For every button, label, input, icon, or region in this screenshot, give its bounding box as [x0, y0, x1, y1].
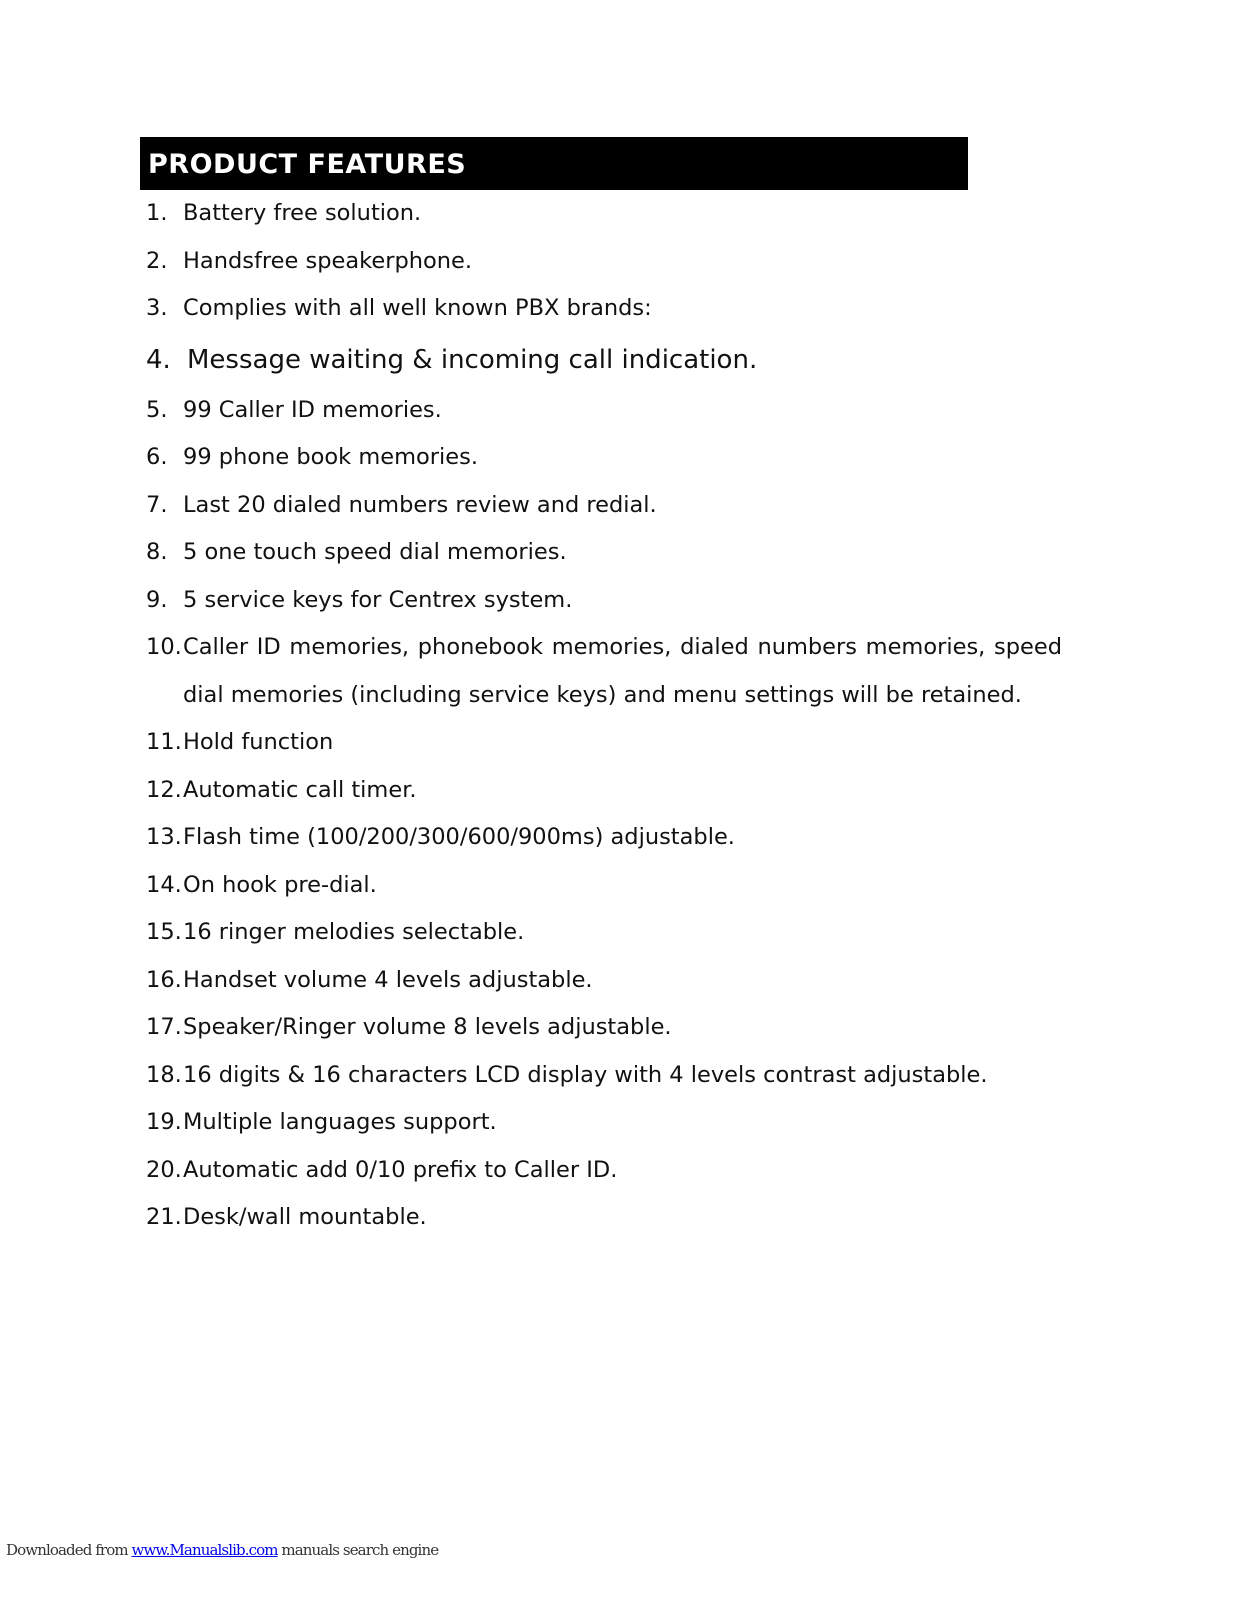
feature-number: 5. [146, 396, 168, 423]
feature-number: 18. [146, 1061, 182, 1088]
feature-item [146, 529, 1062, 577]
feature-text: Caller ID memories, phonebook memories, dialed numbers memories, speed dial memories (including service keys) and menu settings will be retained. [183, 634, 1062, 708]
feature-number: 7. [146, 491, 168, 518]
feature-text: Message waiting & incoming call indication. [187, 344, 758, 375]
feature-item [146, 862, 1062, 910]
feature-number: 17. [146, 1014, 182, 1040]
footer-prefix: Downloaded from [6, 1541, 132, 1559]
feature-number: 19. [146, 1109, 182, 1135]
feature-item [146, 285, 1062, 333]
feature-item [146, 909, 1062, 957]
feature-item [146, 434, 1062, 482]
feature-number: 6. [146, 444, 168, 470]
feature-number: 10. [146, 634, 182, 660]
feature-text: On hook pre-dial. [183, 871, 377, 898]
feature-item [146, 719, 1062, 767]
section-title: PRODUCT FEATURES [148, 149, 467, 180]
feature-text: Handset volume 4 levels adjustable. [183, 966, 593, 993]
feature-item [146, 190, 1062, 238]
feature-text: Automatic add 0/10 prefix to Caller ID. [183, 1156, 618, 1183]
feature-item [146, 482, 1062, 530]
section-header-bar [140, 137, 968, 190]
feature-item [146, 387, 1062, 435]
feature-item [146, 238, 1062, 286]
feature-text: Multiple languages support. [183, 1109, 497, 1135]
feature-number: 3. [146, 295, 168, 321]
feature-number: 15. [146, 919, 182, 945]
feature-number: 21. [146, 1204, 182, 1230]
feature-text: Automatic call timer. [183, 776, 417, 803]
feature-text: 99 Caller ID memories. [183, 396, 442, 423]
feature-list [146, 190, 1062, 1242]
feature-number: 8. [146, 539, 168, 565]
feature-number: 9. [146, 586, 168, 613]
feature-number: 11. [146, 729, 182, 755]
feature-item [146, 767, 1062, 815]
manualslib-link[interactable]: www.Manualslib.com [131, 1541, 278, 1559]
feature-number: 4. [146, 344, 171, 375]
feature-item [146, 333, 1062, 387]
feature-text: Battery free solution. [183, 200, 422, 226]
feature-number: 16. [146, 966, 182, 993]
feature-item [146, 577, 1062, 625]
feature-text: 5 one touch speed dial memories. [183, 539, 567, 565]
feature-text: Speaker/Ringer volume 8 levels adjustable. [183, 1014, 672, 1040]
feature-text: Complies with all well known PBX brands: [183, 295, 652, 321]
feature-text: Desk/wall mountable. [183, 1204, 427, 1230]
feature-item [146, 814, 1062, 862]
feature-number: 1. [146, 200, 168, 226]
feature-number: 12. [146, 776, 182, 803]
feature-item [146, 1194, 1062, 1242]
feature-item [146, 624, 1062, 719]
feature-text: 16 digits & 16 characters LCD display with 4 levels contrast adjustable. [183, 1061, 988, 1088]
feature-text: Flash time (100/200/300/600/900ms) adjustable. [183, 824, 735, 850]
feature-item [146, 1099, 1062, 1147]
feature-number: 20. [146, 1156, 182, 1183]
feature-text: 99 phone book memories. [183, 444, 479, 470]
feature-number: 2. [146, 247, 168, 274]
feature-number: 13. [146, 824, 182, 850]
feature-item [146, 957, 1062, 1005]
footer-suffix: manuals search engine [277, 1541, 439, 1559]
feature-item [146, 1052, 1062, 1100]
feature-text: Last 20 dialed numbers review and redial. [183, 491, 657, 518]
download-footer [6, 1541, 438, 1559]
feature-text: 5 service keys for Centrex system. [183, 586, 573, 613]
feature-number: 14. [146, 871, 182, 898]
feature-item [146, 1004, 1062, 1052]
feature-text: Hold function [183, 729, 334, 755]
feature-item [146, 1147, 1062, 1195]
feature-text: 16 ringer melodies selectable. [183, 919, 525, 945]
feature-text: Handsfree speakerphone. [183, 247, 473, 274]
